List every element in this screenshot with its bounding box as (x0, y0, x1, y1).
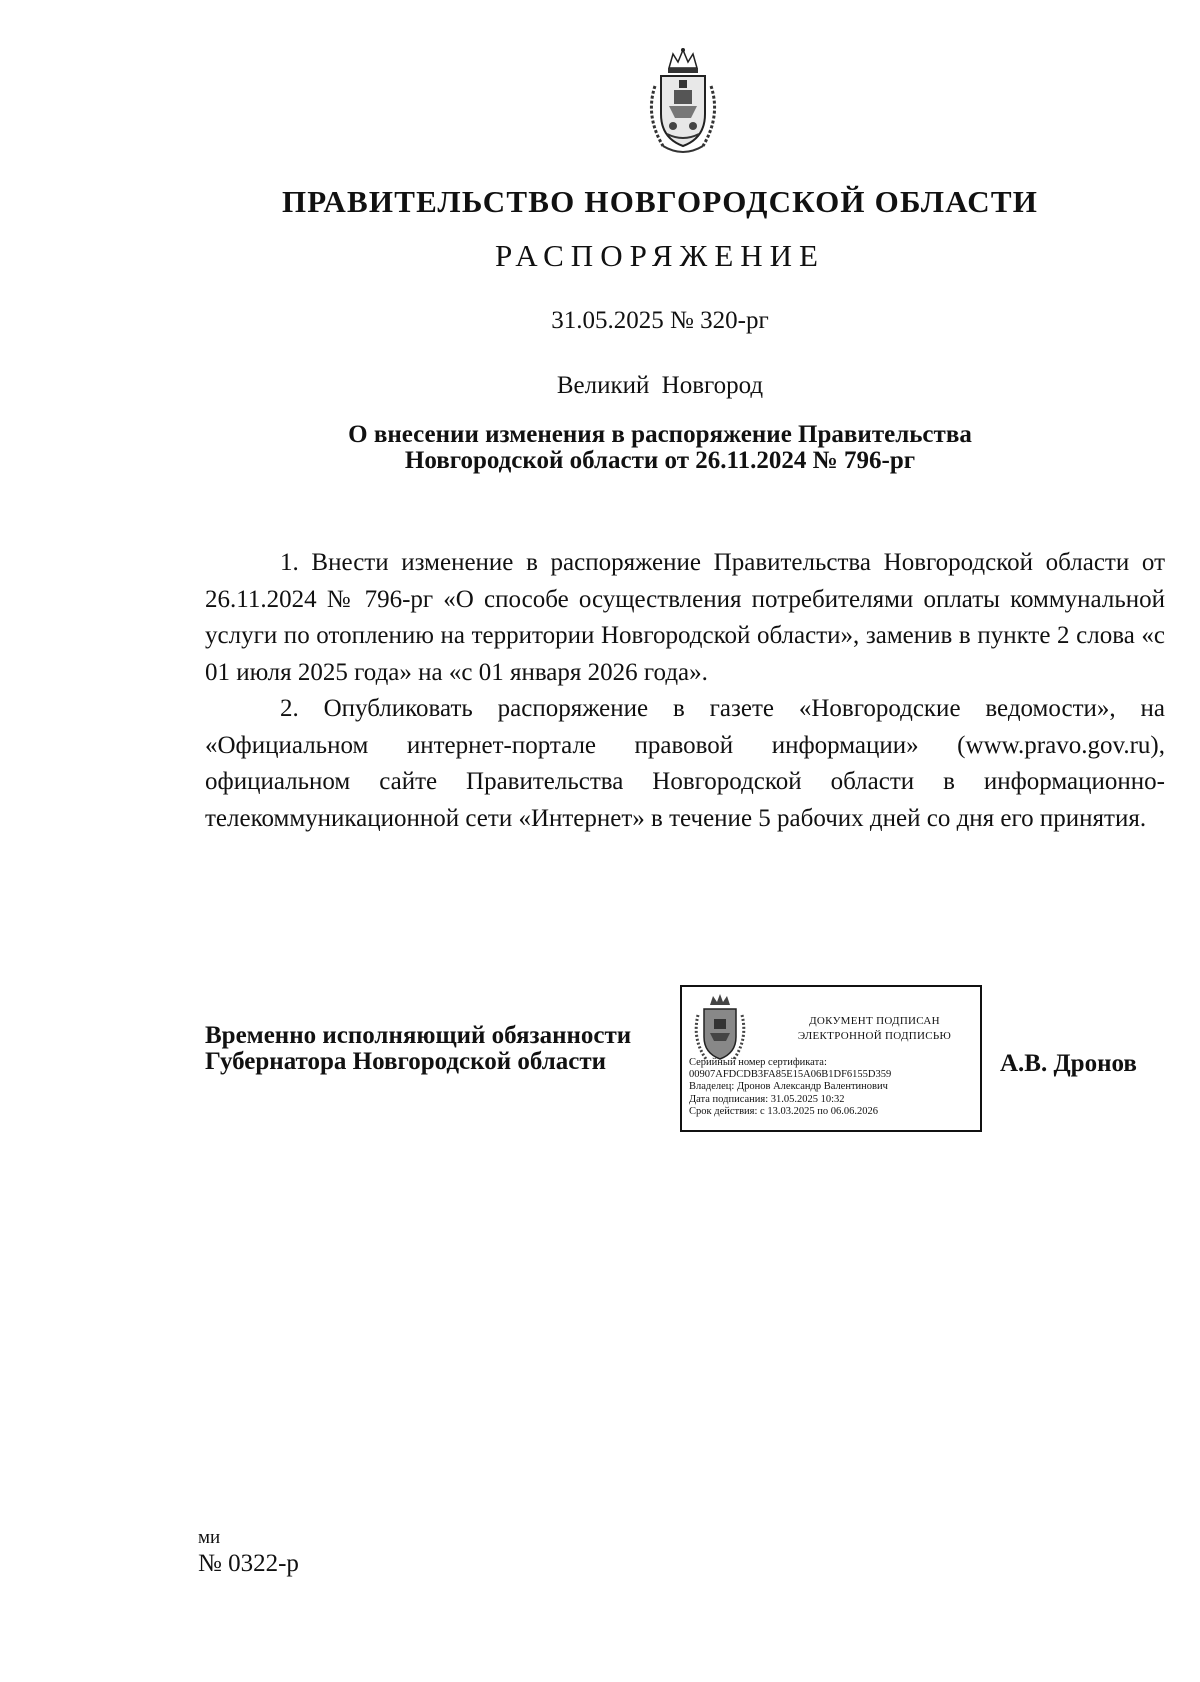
document-city: Великий Новгород (556, 372, 764, 399)
document-title (260, 422, 1060, 474)
signer-position (205, 1023, 631, 1075)
stamp-certificate-label: Серийный номер сертификата: (689, 1057, 827, 1068)
stamp-validity: Срок действия: с 13.03.2025 по 06.06.2026 (689, 1105, 878, 1117)
document-body (205, 545, 1165, 837)
executor-initials: ми (198, 1527, 221, 1548)
stamp-heading-line-2: ЭЛЕКТРОННОЙ ПОДПИСЬЮ (797, 1030, 952, 1042)
paragraph-2: 2. Опубликовать распоряжение в газете «Новгородские ведомости», на «Официальном интернет-портале правовой информации» (www.pravo.gov.ru), официальном сайте Правительства Новгородской области в информационно-телекоммуникационной сети «Интернет» в течение 5 рабочих дней со дня его принятия. (205, 695, 1165, 832)
signer-position-line-1: Временно исполняющий обязанности (205, 1022, 632, 1049)
registration-number: № 0322-р (198, 1550, 299, 1577)
electronic-signature-stamp (680, 985, 982, 1132)
stamp-heading (772, 1014, 977, 1044)
signer-name: А.В. Дронов (1000, 1050, 1137, 1077)
stamp-certificate-number: 00907AFDCDB3FA85E15A06B1DF6155D359 (689, 1069, 892, 1081)
stamp-emblem-icon (690, 993, 750, 1067)
signer-position-line-2: Губернатора Новгородской области (205, 1048, 607, 1075)
document-date-number: 31.05.2025 № 320-рг (551, 307, 769, 334)
stamp-signed-date: Дата подписания: 31.05.2025 10:32 (689, 1093, 845, 1105)
document-type: РАСПОРЯЖЕНИЕ (495, 238, 825, 273)
footer (198, 1525, 299, 1577)
stamp-heading-line-1: ДОКУМЕНТ ПОДПИСАН (809, 1015, 940, 1027)
document-title-line-1: О внесении изменения в распоряжение Правительства (348, 421, 972, 448)
coat-of-arms-emblem (641, 46, 725, 158)
stamp-details (689, 1057, 891, 1118)
organization-name: ПРАВИТЕЛЬСТВО НОВГОРОДСКОЙ ОБЛАСТИ (281, 184, 1039, 219)
stamp-owner: Владелец: Дронов Александр Валентинович (689, 1081, 888, 1093)
paragraph-1: 1. Внести изменение в распоряжение Правительства Новгородской области от 26.11.2024 № 796-рг «О способе осуществления потребителями оплаты коммунальной услуги по отоплению на территории Новгородской области», заменив в пункте 2 слова «с 01 июля 2025 года» на «с 01 января 2026 года». (205, 549, 1165, 686)
document-title-line-2: Новгородской области от 26.11.2024 № 796-рг (404, 447, 916, 474)
